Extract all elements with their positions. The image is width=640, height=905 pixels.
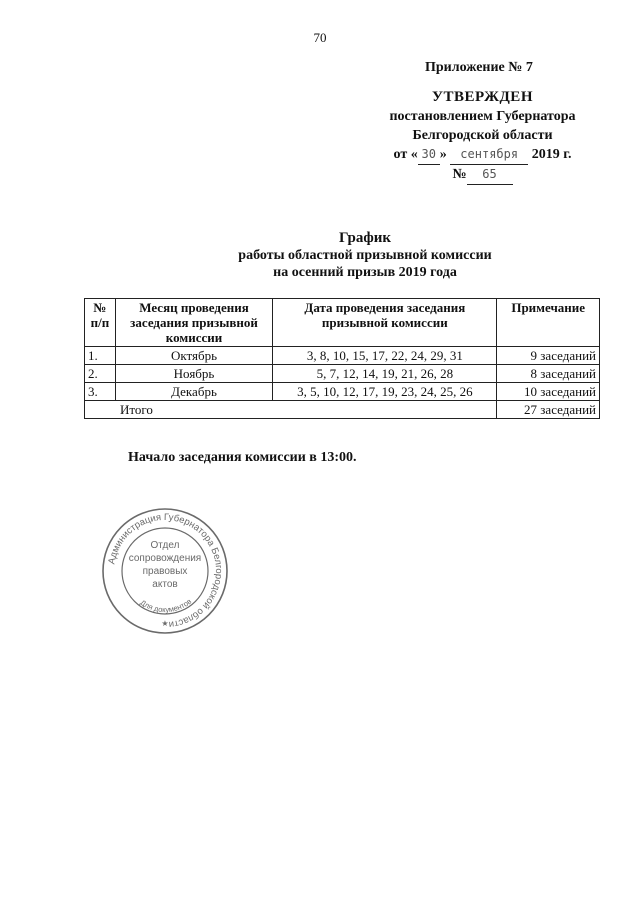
schedule-title: График (338, 230, 392, 246)
table-header-row (85, 299, 600, 347)
date-mid: » (439, 147, 447, 162)
header-month: Месяц проведения заседания призывной комиссии (115, 299, 272, 347)
row-dates: 3, 8, 10, 15, 17, 22, 24, 29, 31 (273, 347, 497, 365)
stamp-center-line-1: Отдел (150, 540, 180, 551)
handwritten-number: 65 (467, 165, 513, 185)
approval-block (360, 88, 605, 185)
row-note: 10 заседаний (497, 383, 600, 401)
row-num: 1. (85, 347, 116, 365)
table-total-row (85, 401, 600, 419)
total-label: Итого (85, 401, 497, 419)
schedule-subtitle-1: работы областной призывной комиссии (238, 248, 492, 263)
schedule-subtitle-2: на осенний призыв 2019 года (273, 265, 457, 280)
stamp-seal-icon (100, 506, 230, 636)
header-note: Примечание (497, 299, 600, 347)
date-prefix: от « (393, 147, 418, 162)
row-month: Октябрь (115, 347, 272, 365)
start-time-note: Начало заседания комиссии в 13:00. (128, 450, 357, 465)
header-dates: Дата проведения заседания призывной комиссии (273, 299, 497, 347)
approval-date (360, 145, 605, 165)
schedule-table (84, 298, 600, 419)
header-num: № п/п (85, 299, 116, 347)
stamp-bottom-text: Для документов (138, 596, 194, 615)
row-note: 8 заседаний (497, 365, 600, 383)
stamp-ring-text: Администрация Губернатора Белгородской области (106, 511, 225, 630)
stamp-center-line-2: сопровождения (128, 553, 202, 564)
table-row (85, 347, 600, 365)
row-note: 9 заседаний (497, 347, 600, 365)
approval-line-2: Белгородской области (412, 128, 553, 143)
page-number: 70 (313, 30, 327, 45)
table-row (85, 383, 600, 401)
row-num: 3. (85, 383, 116, 401)
approval-line-1: постановлением Губернатора (389, 109, 576, 124)
table-row (85, 365, 600, 383)
row-month: Декабрь (115, 383, 272, 401)
handwritten-day: 30 (418, 145, 440, 165)
total-note: 27 заседаний (497, 401, 600, 419)
handwritten-month: сентября (450, 145, 528, 165)
approval-number (360, 165, 605, 185)
row-dates: 5, 7, 12, 14, 19, 21, 26, 28 (273, 365, 497, 383)
official-stamp (100, 506, 230, 636)
stamp-center-line-3: правовых (142, 566, 188, 577)
row-num: 2. (85, 365, 116, 383)
row-month: Ноябрь (115, 365, 272, 383)
approved-title: УТВЕРЖДЕН (432, 89, 533, 105)
date-year: 2019 г. (531, 147, 572, 162)
schedule-title-block (0, 230, 640, 281)
number-prefix: № (452, 167, 467, 182)
annex-label: Приложение № 7 (425, 60, 533, 75)
row-dates: 3, 5, 10, 12, 17, 19, 23, 24, 25, 26 (273, 383, 497, 401)
stamp-center-line-4: актов (152, 579, 178, 590)
stamp-star-icon: ★ (161, 619, 169, 628)
